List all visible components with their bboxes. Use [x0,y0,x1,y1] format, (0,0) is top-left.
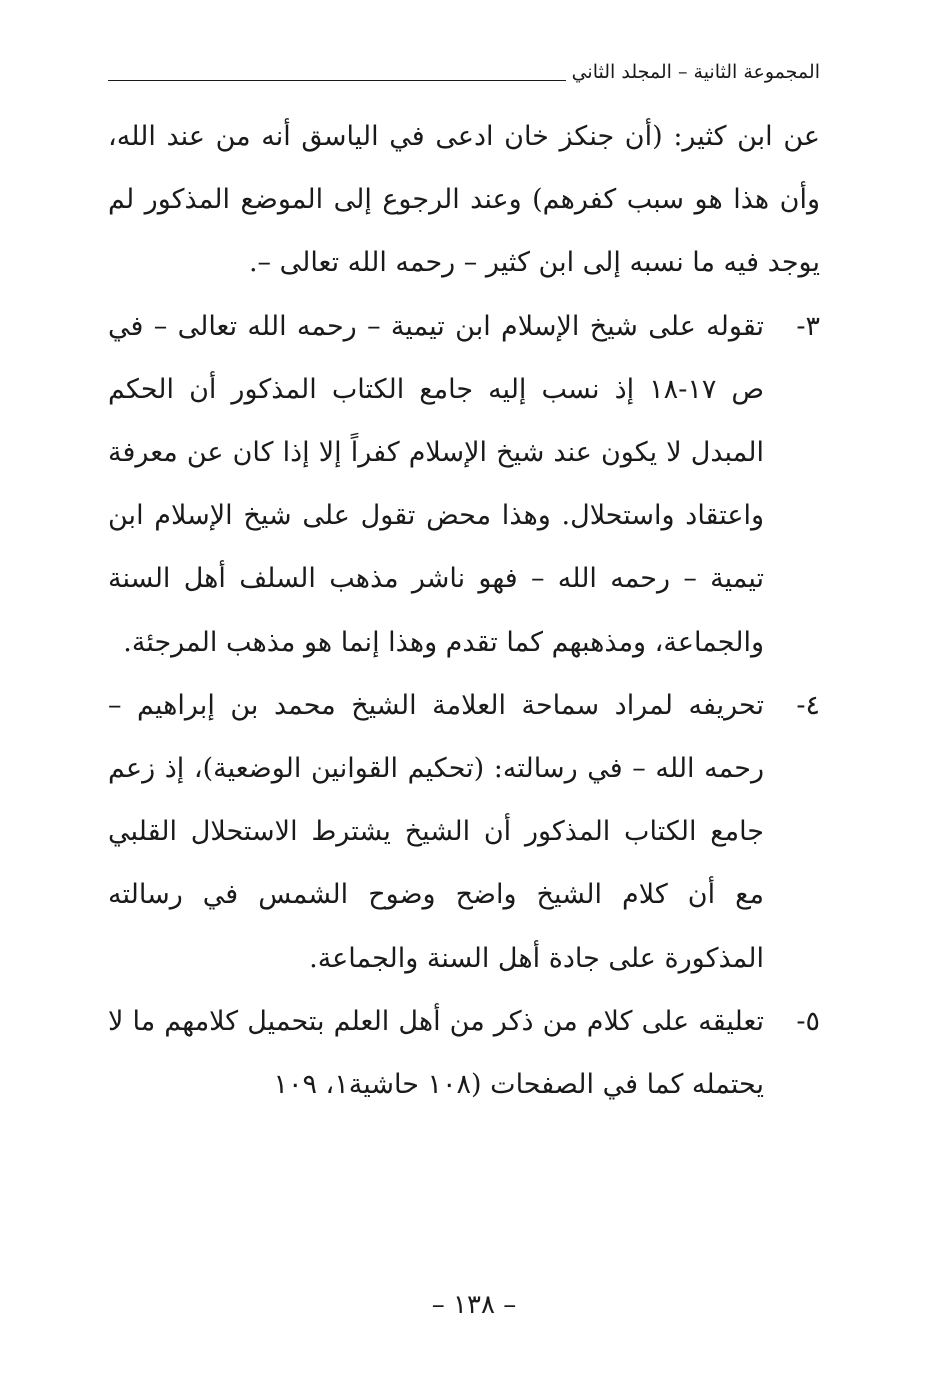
item-text: تقوله على شيخ الإسلام ابن تيمية – رحمه الله تعالى – في ص ١٧-١٨ إذ نسب إليه جامع الكتاب المذكور أن الحكم المبدل لا يكون عند شيخ الإسلام كفراً إلا إذا كان عن معرفة واعتقاد واستحلال. وهذا محض تقول على شيخ الإسلام ابن تيمية – رحمه الله – فهو ناشر مذهب السلف أهل السنة والجماعة، ومذهبهم كما تقدم وهذا إنما هو مذهب المرجئة. [108,310,765,658]
item-number: ٤- [796,689,820,721]
page-number: – ١٣٨ – [431,1290,517,1320]
list-item-3 [108,295,820,674]
item-text: تحريفه لمراد سماحة العلامة الشيخ محمد بن إبراهيم – رحمه الله – في رسالته: (تحكيم القوانين الوضعية)، إذ زعم جامع الكتاب المذكور أن الشيخ يشترط الاستحلال القلبي مع أن كلام الشيخ واضح وضوح الشمس في رسالته المذكورة على جادة أهل السنة والجماعة. [108,689,764,974]
list-item-5 [108,990,820,1116]
list-item-4 [108,674,820,990]
item-number: ٣- [796,310,820,342]
item-number: ٥- [796,1005,820,1037]
opening-paragraph: عن ابن كثير: (أن جنكز خان ادعى في الياسق أنه من عند الله، وأن هذا هو سبب كفرهم) وعند الرجوع إلى الموضع المذكور لم يوجد فيه ما نسبه إلى ابن كثير – رحمه الله تعالى –. [108,121,820,279]
item-text: تعليقه على كلام من ذكر من أهل العلم بتحميل كلامهم ما لا يحتمله كما في الصفحات (١٠٨ حاشية١، ١٠٩ [108,1005,764,1101]
header-title: المجموعة الثانية – المجلد الثاني [566,58,820,86]
running-header [108,58,820,86]
page-body [108,105,820,1116]
